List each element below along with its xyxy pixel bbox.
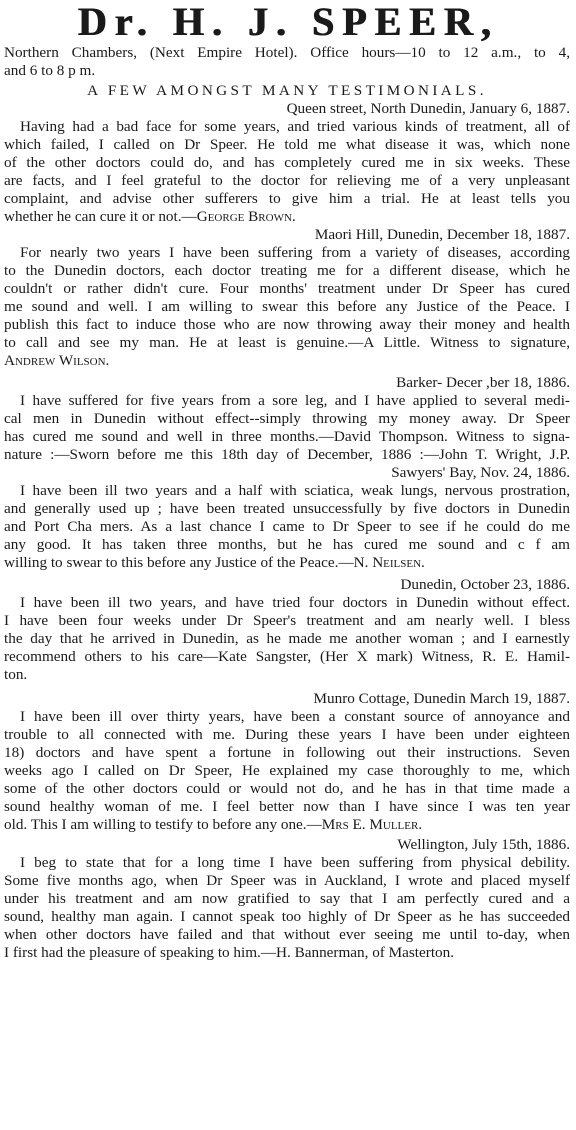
testimonial-line: ton. bbox=[4, 666, 28, 683]
testimonial-signature: Mrs E. Muller. bbox=[321, 816, 423, 833]
address-line: and 6 to 8 p m. bbox=[4, 62, 96, 79]
testimonial-line: publish this fact to induce those who are now throwing away their money and health bbox=[4, 316, 570, 333]
address-line: Northern Chambers, (Next Empire Hotel). Office hours—10 to 12 a.m., to 4, bbox=[4, 44, 570, 61]
testimonial-line: are facts, and I feel grateful to the doctor for relieving me of a very unpleasant bbox=[4, 172, 570, 189]
testimonial-line bbox=[4, 554, 570, 572]
testimonial-line: couldn't or rather didn't cure. Four months' treatment under Dr Speer has cured bbox=[4, 280, 570, 297]
testimonial-line: I beg to state that for a long time I have been suffering from physical debility. bbox=[20, 854, 570, 871]
testimonial-line: I first had the pleasure of speaking to him.—H. Bannerman, of Masterton. bbox=[4, 944, 455, 961]
testimonial-dateline: Queen street, North Dunedin, January 6, 1887. bbox=[286, 100, 570, 117]
testimonial-line: to the Dunedin doctors, each doctor treating me for a different disease, which he bbox=[4, 262, 570, 279]
testimonial-line: Some five months ago, when Dr Speer was in Auckland, I wrote and placed myself bbox=[4, 872, 570, 889]
testimonial-line: I have been ill two years, and have tried four doctors in Dunedin without effect. bbox=[20, 594, 570, 611]
advertisement-title: Dr. H. J. SPEER, bbox=[77, 0, 499, 44]
testimonial-line: some of the other doctors could or would not do, and he has in that time made a bbox=[4, 780, 570, 797]
testimonial-line: Having had a bad face for some years, and tried various kinds of treatment, all of bbox=[20, 118, 570, 135]
testimonial-line: I have been ill over thirty years, have been a constant source of annoyance and bbox=[20, 708, 570, 725]
testimonial-line: For nearly two years I have been suffering from a variety of diseases, according bbox=[20, 244, 570, 261]
testimonial-text: whether he can cure it or not.— bbox=[4, 208, 197, 225]
testimonial-signature: Neilsen. bbox=[372, 554, 425, 571]
testimonial-line: I have been four weeks under Dr Speer's treatment and am nearly well. I bless bbox=[4, 612, 570, 629]
testimonial-line bbox=[4, 208, 570, 226]
testimonial-line: I have been ill two years and a half with sciatica, weak lungs, nervous prostration, bbox=[20, 482, 570, 499]
testimonial-line: weeks ago I called on Dr Speer, He explained my case thoroughly to me, which bbox=[4, 762, 570, 779]
testimonial-dateline: Barker- Decer ,ber 18, 1886. bbox=[396, 374, 570, 391]
testimonial-line: 18) doctors and have spent a fortune in following out their instructions. Seven bbox=[4, 744, 570, 761]
testimonial-line: to call and see my man. He at least is genuine.—A Little. Witness to signature, bbox=[4, 334, 570, 351]
testimonial-line: nature :—Sworn before me this 18th day of December, 1886 :—John T. Wright, J.P. bbox=[4, 446, 570, 463]
testimonial-text: willing to swear to this before any Justice of the Peace.—N. bbox=[4, 554, 373, 571]
testimonial-text: old. This I am willing to testify to before any one.— bbox=[4, 816, 322, 833]
testimonial-line bbox=[4, 816, 570, 834]
testimonial-dateline: Maori Hill, Dunedin, December 18, 1887. bbox=[314, 226, 570, 243]
testimonial-line: of the other doctors could do, and has completely cured me in six weeks. These bbox=[4, 154, 570, 171]
testimonial-line: sound healthy woman of me. I feel better now than I have since I was ten year bbox=[4, 798, 570, 815]
testimonial-line: trouble to all connected with me. During these years I have been under eighteen bbox=[4, 726, 570, 743]
testimonial-line: me sound and well. I am willing to swear this before any Justice of the Peace. I bbox=[4, 298, 570, 315]
testimonial-line: any good. It has taken three months, but he has cured me sound and c f am bbox=[4, 536, 570, 553]
testimonial-signature: Andrew Wilson. bbox=[4, 352, 110, 369]
testimonial-line: when other doctors have failed and that without ever seeing me until to-day, when bbox=[4, 926, 570, 943]
testimonial-line: which failed, I called on Dr Speer. He told me what disease it was, which none bbox=[4, 136, 570, 153]
testimonial-line: cal men in Dunedin without effect--simply throwing my money away. Dr Speer bbox=[4, 410, 570, 427]
testimonial-line: complaint, and advise other sufferers to give him a trial. He at least tells you bbox=[4, 190, 570, 207]
testimonial-line: under his treatment and am now gratified to say that I am perfectly cured and a bbox=[4, 890, 570, 907]
testimonial-line: has cured me sound and well in three months.—David Thompson. Witness to signa- bbox=[4, 428, 570, 445]
testimonial-line: sound, healthy man again. I cannot speak too highly of Dr Speer as he has succeeded bbox=[4, 908, 570, 925]
testimonial-line: I have suffered for five years from a sore leg, and I have applied to several medi- bbox=[20, 392, 570, 409]
testimonial-line: and generally used up ; have been treated unsuccessfully by five doctors in Dunedin bbox=[4, 500, 570, 517]
testimonial-dateline: Sawyers' Bay, Nov. 24, 1886. bbox=[391, 464, 570, 481]
testimonials-heading: A FEW AMONGST MANY TESTIMONIALS. bbox=[87, 82, 487, 99]
testimonial-dateline: Wellington, July 15th, 1886. bbox=[397, 836, 570, 853]
testimonial-dateline: Dunedin, October 23, 1886. bbox=[400, 576, 570, 593]
testimonial-signature: George Brown. bbox=[196, 208, 296, 225]
testimonial-line: and Port Cha mers. As a last chance I came to Dr Speer to see if he could do me bbox=[4, 518, 570, 535]
testimonial-dateline: Munro Cottage, Dunedin March 19, 1887. bbox=[313, 690, 570, 707]
testimonial-line: the day that he arrived in Dunedin, as he made me another woman ; and I earnestly bbox=[4, 630, 570, 647]
testimonial-line: recommend others to his care—Kate Sangster, (Her X mark) Witness, R. E. Hamil- bbox=[4, 648, 570, 665]
